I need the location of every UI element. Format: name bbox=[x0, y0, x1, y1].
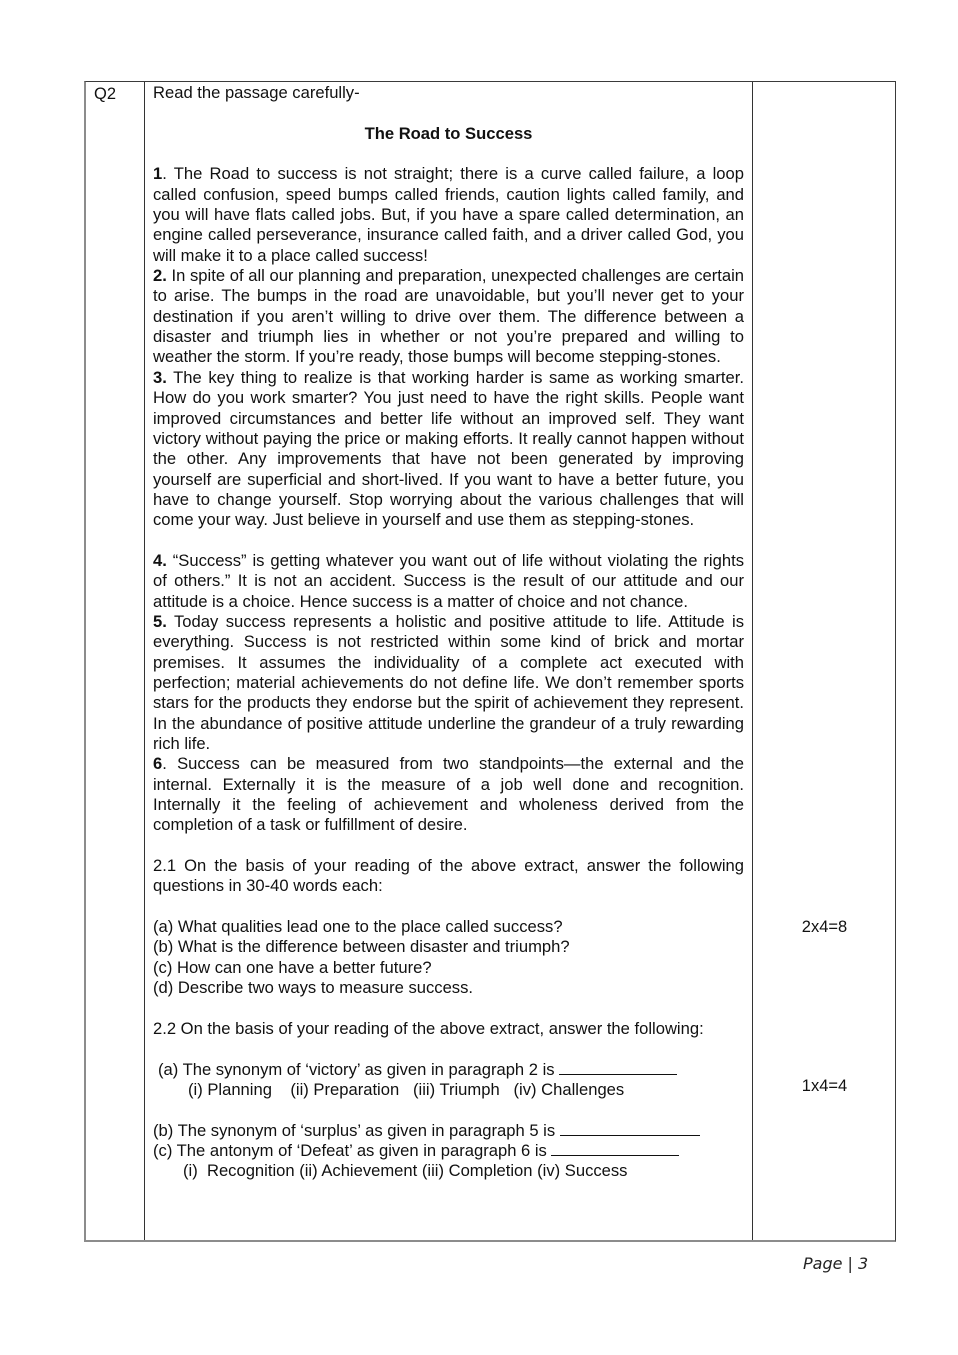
question-item-b: (b) What is the difference between disaster and triumph? bbox=[153, 937, 570, 957]
question-item-a: (a) What qualities lead one to the place called success? bbox=[153, 917, 563, 937]
marks-2-2: 1x4=4 bbox=[801, 1077, 848, 1095]
question-item-c: (c) How can one have a better future? bbox=[153, 957, 432, 977]
paragraph-1: 1. The Road to success is not straight; there is a curve called failure, a loop called confusion, speed bumps called friends, caution lights called family, and you will have flats called jobs. But, if you have a spare called determination, an engine called perseverance, insurance called faith, and a driver called God, you will make it to a place called success! bbox=[153, 164, 744, 265]
instruction: Read the passage carefully- bbox=[153, 83, 360, 102]
mcq-item-c-options: (i) Recognition (ii) Achievement (iii) Completion (iv) Success bbox=[183, 1161, 628, 1181]
paragraph-5: 5. Today success represents a holistic and positive attitude to life. Attitude is everything. Success is not restricted within some kind of brick and mortar premises. It assumes the individuality of a complete act executed with perfection; material achievements do not define life. We don’t remember sports stars for the products they endorse but the spirit of achievement they represent. In the abundance of positive attitude underline the grandeur of a truly rewarding rich life. bbox=[153, 611, 744, 753]
question-table bbox=[84, 81, 896, 1242]
section-2-1-prompt: 2.1 On the basis of your reading of the above extract, answer the following questions in 30-40 words each: bbox=[153, 856, 744, 896]
section-2-2-prompt: 2.2 On the basis of your reading of the above extract, answer the following: bbox=[153, 1018, 704, 1038]
mcq-item-a-options: (i) Planning (ii) Preparation (iii) Triumph (iv) Challenges bbox=[188, 1079, 625, 1099]
answer-blank bbox=[559, 1060, 677, 1075]
paragraph-6: 6. Success can be measured from two standpoints—the external and the internal. Externally it is the measure of a job well done and recognition. Internally it the feeling of achievement and wholeness derived from the completion of a task or fulfillment of desire. bbox=[153, 754, 744, 835]
question-number: Q2 bbox=[94, 85, 117, 103]
column-divider bbox=[752, 82, 753, 1240]
passage-title: The Road to Success bbox=[364, 123, 533, 143]
column-divider bbox=[144, 82, 145, 1240]
paragraph-4: 4. “Success” is getting whatever you want out of life without violating the rights of others.” It is not an accident. Success is the result of our attitude and our attitude is a choice. Hence success is a matter of choice and not chance. bbox=[153, 550, 744, 611]
mcq-item-a: (a) The synonym of ‘victory’ as given in paragraph 2 is bbox=[153, 1060, 744, 1080]
mcq-item-b: (b) The synonym of ‘surplus’ as given in paragraph 5 is bbox=[153, 1121, 744, 1141]
mcq-item-c: (c) The antonym of ‘Defeat’ as given in paragraph 6 is bbox=[153, 1141, 744, 1161]
question-item-d: (d) Describe two ways to measure success. bbox=[153, 978, 473, 998]
marks-2-1: 2x4=8 bbox=[801, 918, 848, 936]
question-content bbox=[153, 83, 744, 1182]
paragraph-3: 3. The key thing to realize is that working harder is same as working smarter. How do you work smarter? You just need to have the right skills. People want improved circumstances and better life without an improved self. They want victory without paying the price or making efforts. It really cannot happen without the other. Any improvements that have not been generated by improving yourself are superficial and short-lived. If you want to have a better future, you have to change yourself. Stop worrying about the various challenges that will come your way. Just believe in yourself and use them as stepping-stones. bbox=[153, 367, 744, 530]
page-number: Page | 3 bbox=[803, 1254, 869, 1273]
answer-blank bbox=[560, 1121, 700, 1136]
answer-blank bbox=[551, 1141, 679, 1156]
paragraph-2: 2. In spite of all our planning and preparation, unexpected challenges are certain to arise. The bumps in the road are unavoidable, but you’ll never get to your destination if you aren’t willing to drive over them. The difference between a disaster and triumph lies in whether or not you’re prepared and willing to weather the storm. If you’re ready, those bumps will become stepping-stones. bbox=[153, 266, 744, 367]
